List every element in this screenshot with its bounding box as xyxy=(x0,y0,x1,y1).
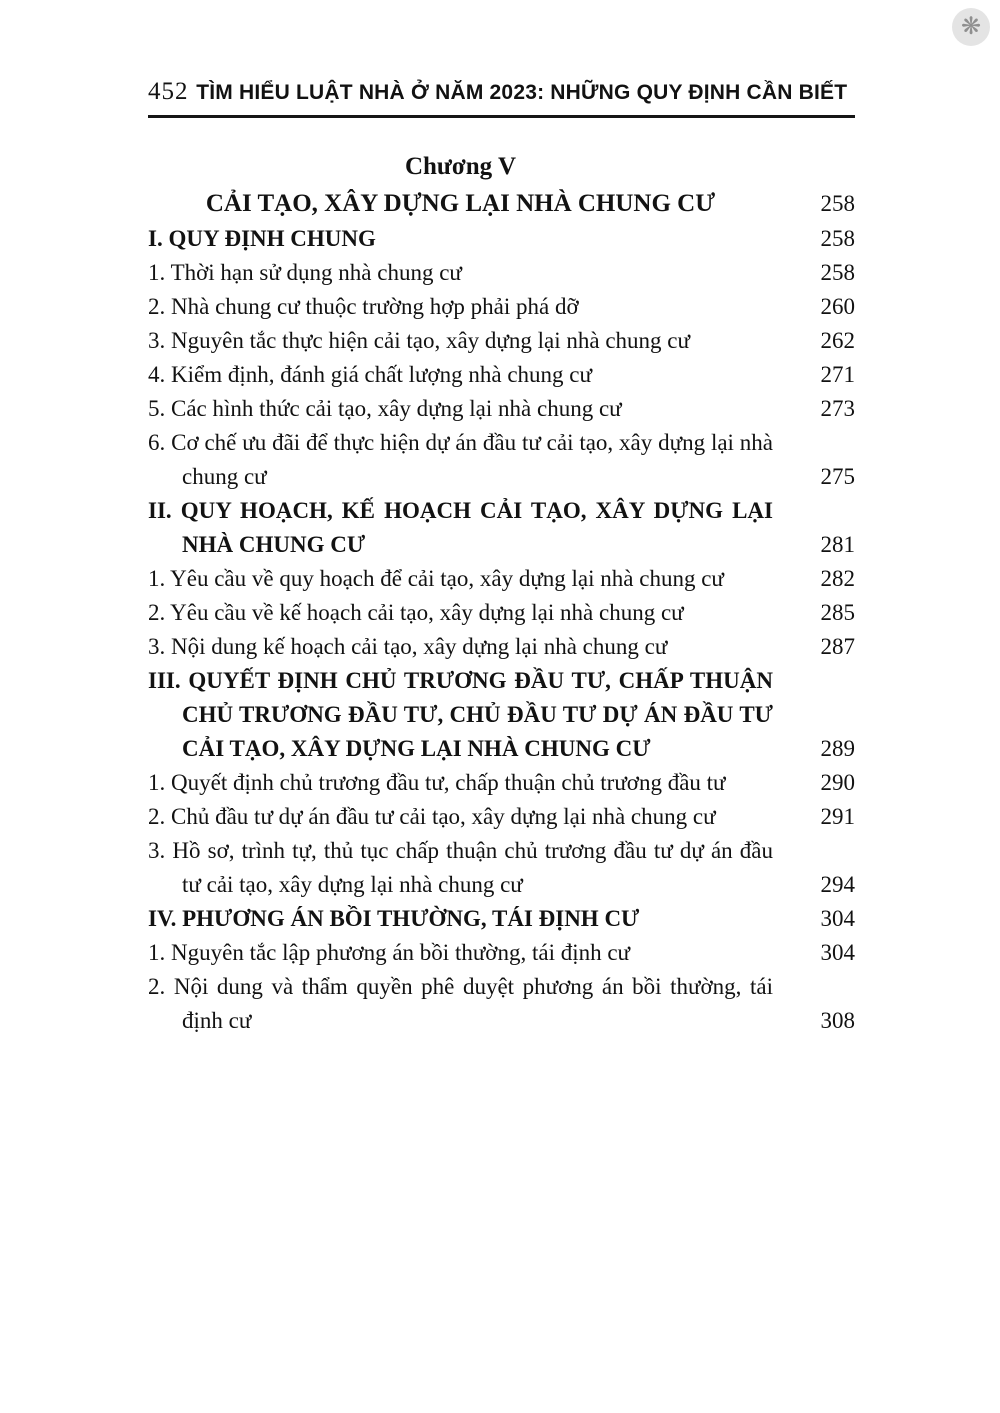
table-of-contents xyxy=(148,148,855,1038)
toc-entry-text: 3. Hồ sơ, trình tự, thủ tục chấp thuận chủ trương đầu tư dự án đầu tư cải tạo, xây dựng lại nhà chung cư xyxy=(148,838,773,897)
toc-entry xyxy=(148,766,855,800)
toc-entry xyxy=(148,324,855,358)
toc-entry-page-number: 308 xyxy=(820,1008,855,1033)
toc-entry-text: 1. Thời hạn sử dụng nhà chung cư xyxy=(148,260,462,285)
toc-entry-page-number: 273 xyxy=(820,396,855,421)
toc-entry xyxy=(148,970,855,1038)
toc-entry-text: 1. Quyết định chủ trương đầu tư, chấp thuận chủ trương đầu tư xyxy=(148,770,726,795)
toc-entry-page-number: 282 xyxy=(820,566,855,591)
toc-entry-text: 2. Nhà chung cư thuộc trường hợp phải phá dỡ xyxy=(148,294,579,319)
toc-entry-page-number: 258 xyxy=(820,226,855,251)
toc-entry-page-number: 285 xyxy=(820,600,855,625)
page-number: 452 xyxy=(148,78,189,105)
toc-entry xyxy=(148,358,855,392)
toc-entry xyxy=(148,596,855,630)
toc-entry xyxy=(148,902,855,936)
toc-entry xyxy=(148,834,855,902)
decorative-snowflake-icon: ❋ xyxy=(952,8,990,46)
toc-entry-page-number: 287 xyxy=(820,634,855,659)
toc-entry xyxy=(148,426,855,494)
toc-entry-text: 5. Các hình thức cải tạo, xây dựng lại nhà chung cư xyxy=(148,396,622,421)
toc-entry-page-number: 260 xyxy=(820,294,855,319)
toc-entry xyxy=(148,800,855,834)
toc-entry-text: CẢI TẠO, XÂY DỰNG LẠI NHÀ CHUNG CƯ xyxy=(205,190,716,217)
toc-entry-text: I. QUY ĐỊNH CHUNG xyxy=(148,226,376,251)
running-head-title: TÌM HIỂU LUẬT NHÀ Ở NĂM 2023: NHỮNG QUY ĐỊNH CẦN BIẾT xyxy=(196,81,848,104)
toc-entry-page-number: 290 xyxy=(820,770,855,795)
toc-entry xyxy=(148,562,855,596)
toc-entry xyxy=(148,664,855,766)
toc-entry-page-number: 262 xyxy=(820,328,855,353)
toc-entry-page-number: 275 xyxy=(820,464,855,489)
toc-entry xyxy=(148,256,855,290)
toc-entry xyxy=(148,392,855,426)
page-header xyxy=(148,78,855,118)
toc-entry-page-number: 289 xyxy=(820,736,855,761)
toc-entry-text: 2. Nội dung và thẩm quyền phê duyệt phương án bồi thường, tái định cư xyxy=(148,974,773,1033)
toc-entry-text: III. QUYẾT ĐỊNH CHỦ TRƯƠNG ĐẦU TƯ, CHẤP THUẬN CHỦ TRƯƠNG ĐẦU TƯ, CHỦ ĐẦU TƯ DỰ ÁN ĐẦU TƯ CẢI TẠO, XÂY DỰNG LẠI NHÀ CHUNG CƯ xyxy=(148,668,773,761)
toc-entry xyxy=(148,494,855,562)
toc-entry-page-number: 304 xyxy=(820,906,855,931)
toc-entry xyxy=(148,290,855,324)
toc-entry xyxy=(148,185,855,222)
toc-entry-page-number: 291 xyxy=(820,804,855,829)
toc-entry xyxy=(148,630,855,664)
toc-entry-text: 3. Nội dung kế hoạch cải tạo, xây dựng lại nhà chung cư xyxy=(148,634,668,659)
toc-entry-text: 2. Yêu cầu về kế hoạch cải tạo, xây dựng lại nhà chung cư xyxy=(148,600,684,625)
toc-entry-text: 1. Nguyên tắc lập phương án bồi thường, tái định cư xyxy=(148,940,631,965)
toc-entry-page-number: 271 xyxy=(820,362,855,387)
chapter-label: Chương V xyxy=(404,153,517,180)
toc-list xyxy=(148,185,855,1038)
toc-entry xyxy=(148,222,855,256)
toc-entry-page-number: 258 xyxy=(820,260,855,285)
toc-entry-text: 1. Yêu cầu về quy hoạch để cải tạo, xây dựng lại nhà chung cư xyxy=(148,566,724,591)
toc-entry-text: II. QUY HOẠCH, KẾ HOẠCH CẢI TẠO, XÂY DỰNG LẠI NHÀ CHUNG CƯ xyxy=(148,498,773,557)
toc-entry-text: 6. Cơ chế ưu đãi để thực hiện dự án đầu tư cải tạo, xây dựng lại nhà chung cư xyxy=(148,430,773,489)
toc-entry-page-number: 294 xyxy=(820,872,855,897)
toc-entry-text: IV. PHƯƠNG ÁN BỒI THƯỜNG, TÁI ĐỊNH CƯ xyxy=(148,906,640,931)
toc-entry-text: 3. Nguyên tắc thực hiện cải tạo, xây dựng lại nhà chung cư xyxy=(148,328,690,353)
toc-entry-page-number: 304 xyxy=(820,940,855,965)
toc-entry-text: 2. Chủ đầu tư dự án đầu tư cải tạo, xây dựng lại nhà chung cư xyxy=(148,804,716,829)
toc-entry xyxy=(148,936,855,970)
toc-entry-page-number: 281 xyxy=(820,532,855,557)
toc-entry-text: 4. Kiểm định, đánh giá chất lượng nhà chung cư xyxy=(148,362,592,387)
toc-entry-page-number: 258 xyxy=(820,191,855,216)
